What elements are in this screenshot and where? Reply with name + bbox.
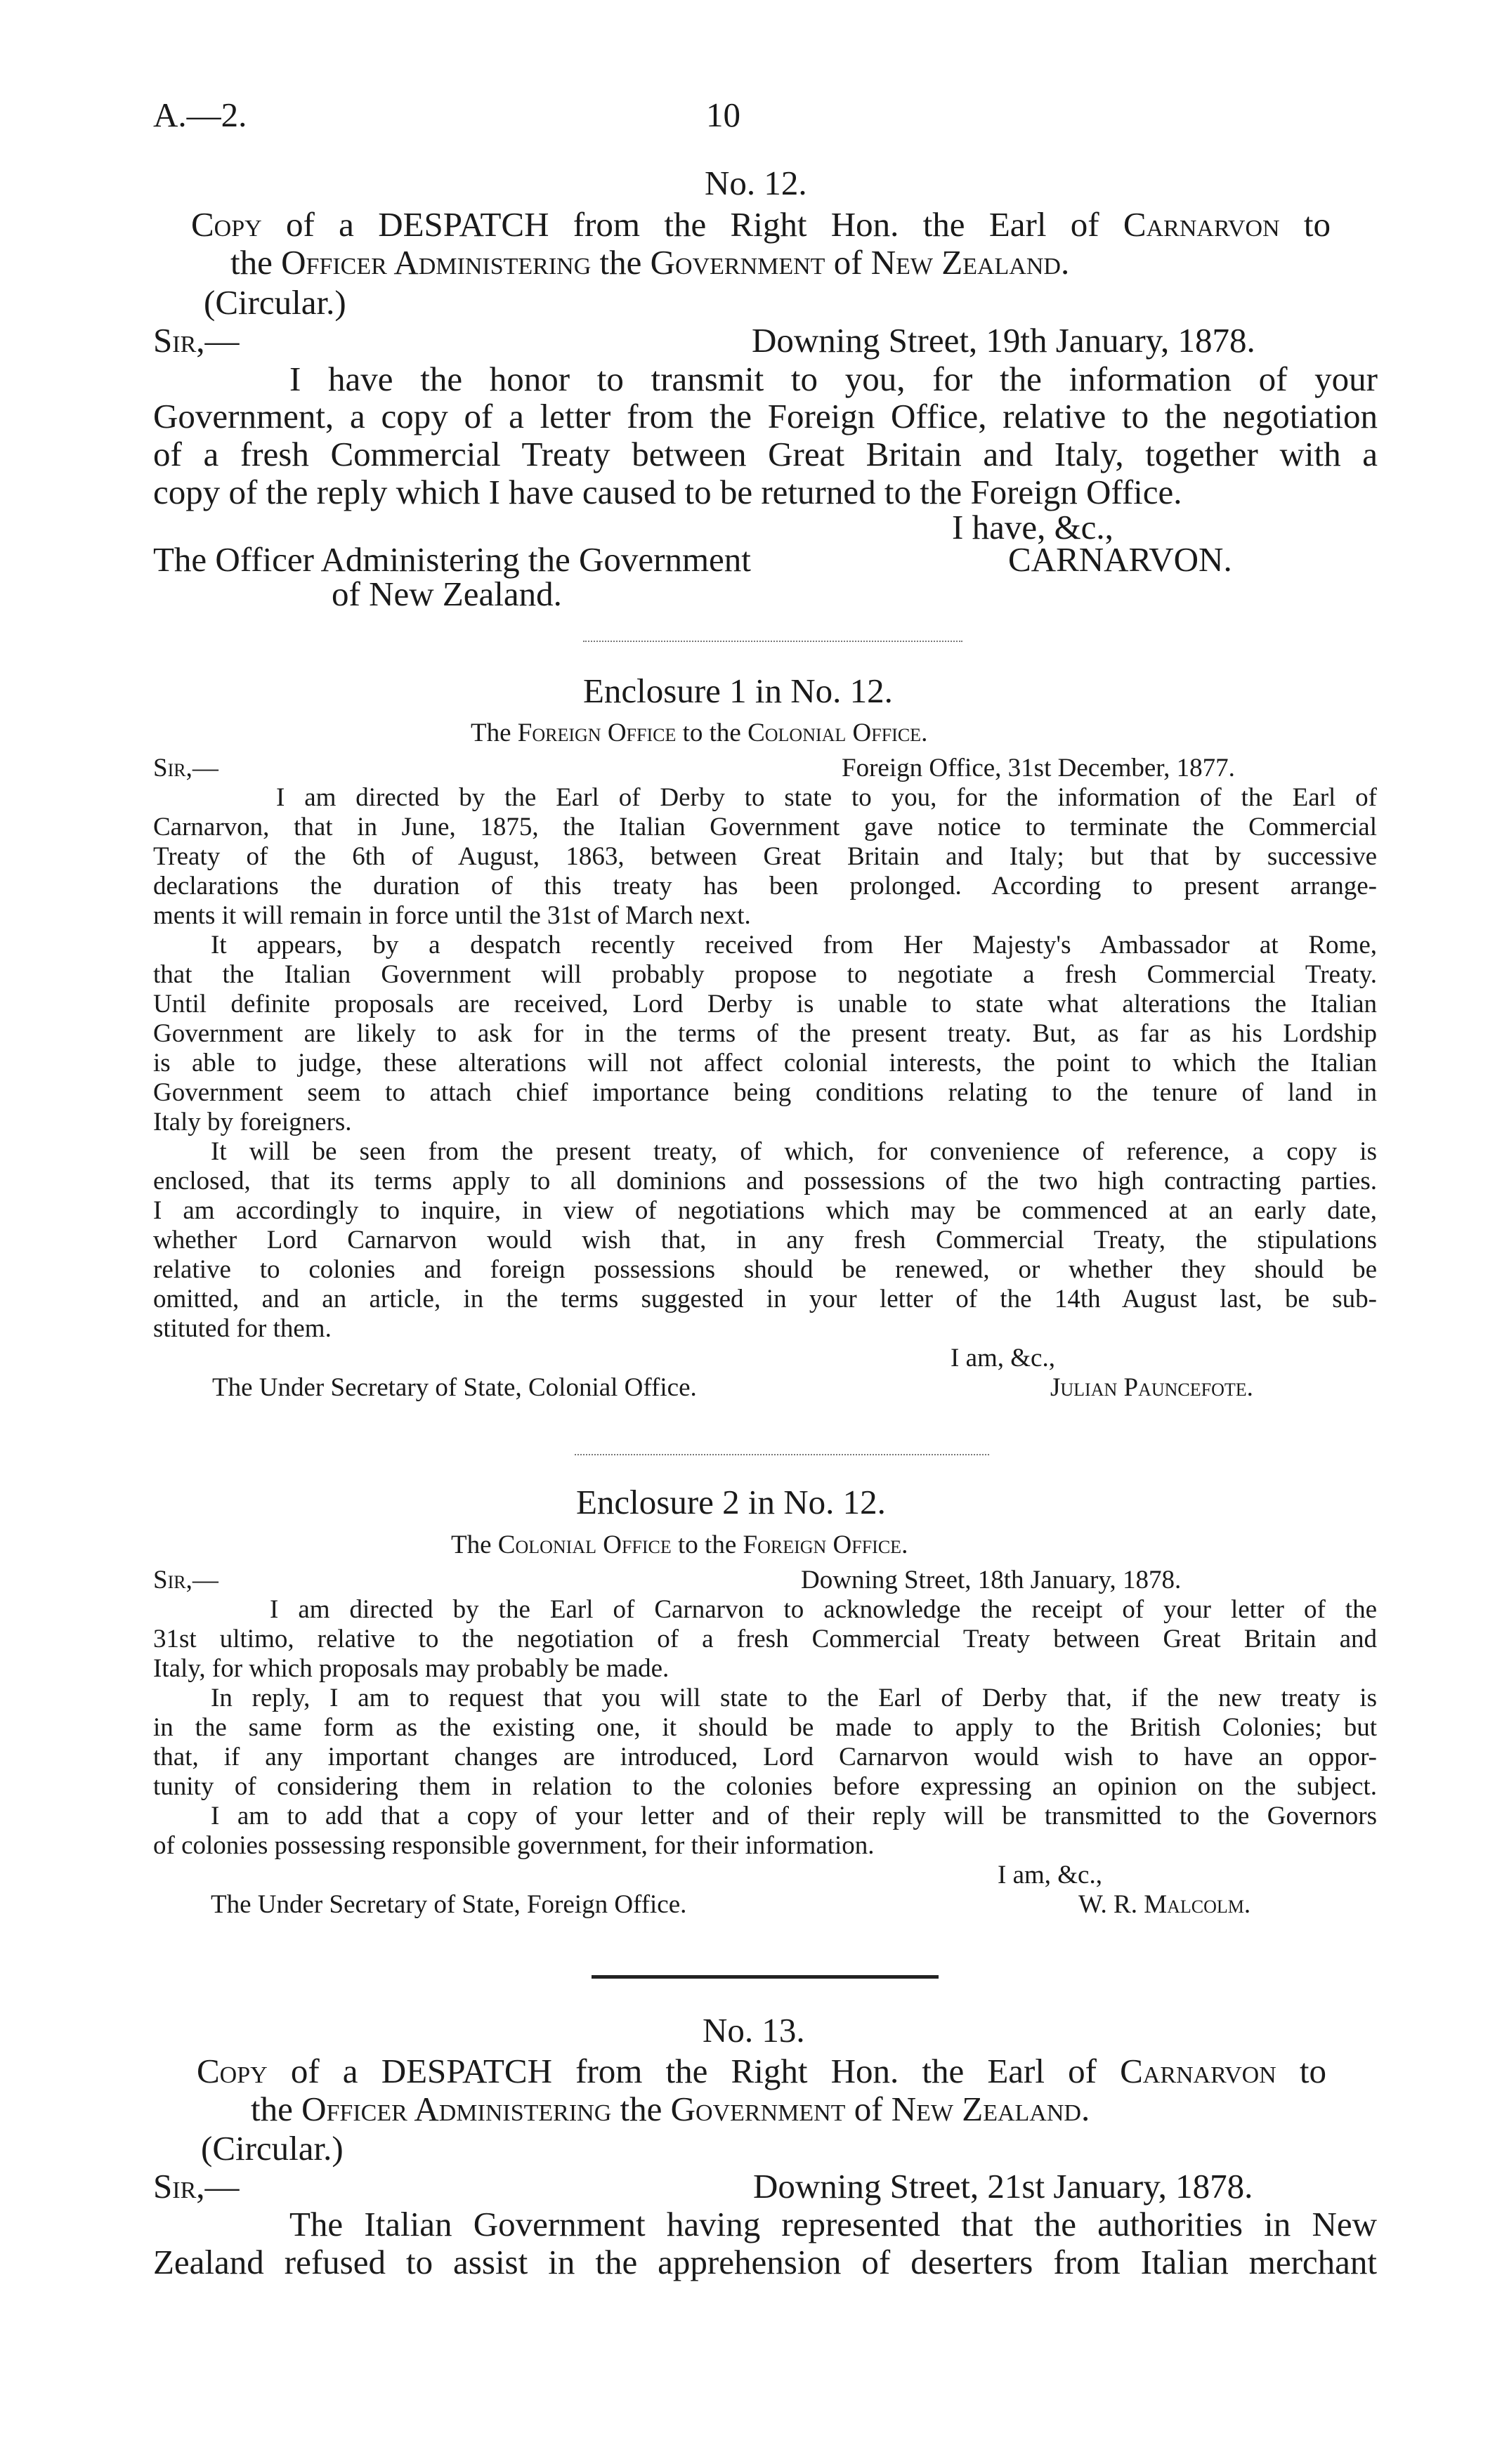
enclosure-1-body-line: It will be seen from the present treaty, of which, for convenience of reference, a copy is	[211, 1137, 1377, 1166]
despatch-12-addressee-line2: of New Zealand.	[332, 575, 562, 613]
despatch-13-body-line: Zealand refused to assist in the apprehension of deserters from Italian merchant	[153, 2243, 1377, 2281]
enclosure-1-heading: Enclosure 1 in No. 12.	[583, 671, 893, 710]
despatch-13-body-line: The Italian Government having represented that the authorities in New	[289, 2205, 1377, 2243]
enclosure-1-body-line: enclosed, that its terms apply to all dominions and possessions of the two high contracting parties.	[153, 1167, 1377, 1195]
enclosure-1-body-line: Government seem to attach chief importance being conditions relating to the tenure of land in	[153, 1078, 1377, 1107]
enclosure-1-body-line: I am accordingly to inquire, in view of negotiations which may be commenced at an early date,	[153, 1196, 1377, 1225]
enclosure-1-body-line: I am directed by the Earl of Derby to state to you, for the information of the Earl of	[276, 783, 1377, 812]
enclosure-2-salutation: Sir,—	[153, 1566, 218, 1594]
enclosure-2-closing: I am, &c.,	[998, 1861, 1102, 1889]
despatch-12-title-line1: Copy of a DESPATCH from the Right Hon. the Earl of Carnarvon to	[191, 205, 1331, 244]
enclosure-1-body-line: Italy by foreigners.	[153, 1108, 352, 1136]
enclosure-1-body-line: Carnarvon, that in June, 1875, the Italian Government gave notice to terminate the Commercial	[153, 813, 1377, 841]
enclosure-2-body-line: 31st ultimo, relative to the negotiation of a fresh Commercial Treaty between Great Britain and	[153, 1625, 1377, 1653]
despatch-12-body-line: Government, a copy of a letter from the Foreign Office, relative to the negotiation	[153, 397, 1378, 435]
enclosure-1-body-line: Government are likely to ask for in the terms of the present treaty. But, as far as his Lordship	[153, 1019, 1377, 1048]
despatch-13-circular: (Circular.)	[201, 2129, 344, 2168]
section-divider	[583, 641, 962, 642]
despatch-13-salutation: Sir,—	[153, 2167, 240, 2206]
section-divider-thick	[592, 1975, 939, 1979]
despatch-13-title-line1: Copy of a DESPATCH from the Right Hon. the Earl of Carnarvon to	[197, 2052, 1326, 2090]
enclosure-2-body-line: tunity of considering them in relation to the colonies before expressing an opinion on the subject.	[153, 1772, 1377, 1801]
enclosure-2-heading: Enclosure 2 in No. 12.	[576, 1483, 886, 1521]
despatch-12-number: No. 12.	[705, 164, 807, 202]
enclosure-1-body-line: It appears, by a despatch recently received from Her Majesty's Ambassador at Rome,	[211, 931, 1377, 959]
despatch-12-body-line: copy of the reply which I have caused to be returned to the Foreign Office.	[153, 473, 1182, 511]
despatch-12-signature: CARNARVON.	[1008, 540, 1232, 579]
enclosure-2-body-line: I am directed by the Earl of Carnarvon to acknowledge the receipt of your letter of the	[270, 1595, 1377, 1624]
enclosure-1-body-line: relative to colonies and foreign possessions should be renewed, or whether they should be	[153, 1255, 1377, 1284]
enclosure-1-body-line: omitted, and an article, in the terms suggested in your letter of the 14th August last, be sub-	[153, 1285, 1377, 1313]
page-number: 10	[706, 96, 740, 134]
despatch-12-title-line2: the Officer Administering the Government of New Zealand.	[230, 243, 1070, 282]
despatch-12-body-line: of a fresh Commercial Treaty between Great Britain and Italy, together with a	[153, 435, 1378, 473]
enclosure-1-salutation: Sir,—	[153, 754, 218, 782]
enclosure-2-dateline: Downing Street, 18th January, 1878.	[801, 1566, 1182, 1594]
enclosure-1-body-line: stituted for them.	[153, 1314, 332, 1343]
enclosure-1-body-line: whether Lord Carnarvon would wish that, in any fresh Commercial Treaty, the stipulations	[153, 1226, 1377, 1254]
enclosure-2-body-line: I am to add that a copy of your letter and of their reply will be transmitted to the Governors	[211, 1802, 1377, 1830]
enclosure-2-body-line: In reply, I am to request that you will state to the Earl of Derby that, if the new treaty is	[211, 1684, 1377, 1712]
enclosure-1-dateline: Foreign Office, 31st December, 1877.	[842, 754, 1235, 782]
enclosure-1-addressee: The Under Secretary of State, Colonial Office.	[212, 1373, 697, 1402]
enclosure-2-subheading: The Colonial Office to the Foreign Office.	[451, 1531, 908, 1559]
despatch-12-circular: (Circular.)	[204, 283, 346, 322]
enclosure-2-body-line: in the same form as the existing one, it should be made to apply to the British Colonies; but	[153, 1713, 1377, 1742]
enclosure-2-body-line: that, if any important changes are introduced, Lord Carnarvon would wish to have an oppor-	[153, 1743, 1377, 1771]
enclosure-1-body-line: Treaty of the 6th of August, 1863, between Great Britain and Italy; but that by successive	[153, 842, 1377, 871]
despatch-12-closing: I have, &c.,	[952, 508, 1114, 546]
enclosure-1-body-line: is able to judge, these alterations will not affect colonial interests, the point to which the Italian	[153, 1049, 1377, 1077]
despatch-13-dateline: Downing Street, 21st January, 1878.	[753, 2167, 1253, 2206]
enclosure-1-signature: Julian Pauncefote.	[1050, 1373, 1253, 1402]
enclosure-1-body-line: declarations the duration of this treaty has been prolonged. According to present arrange-	[153, 872, 1377, 900]
enclosure-1-body-line: Until definite proposals are received, Lord Derby is unable to state what alterations the Italian	[153, 990, 1377, 1018]
enclosure-2-addressee: The Under Secretary of State, Foreign Office.	[211, 1890, 687, 1919]
enclosure-1-body-line: ments it will remain in force until the 31st of March next.	[153, 901, 751, 930]
enclosure-1-closing: I am, &c.,	[951, 1344, 1055, 1372]
despatch-12-dateline: Downing Street, 19th January, 1878.	[752, 321, 1255, 360]
despatch-13-title-line2: the Officer Administering the Government of New Zealand.	[251, 2090, 1090, 2128]
enclosure-2-body-line: of colonies possessing responsible government, for their information.	[153, 1831, 875, 1860]
section-divider	[575, 1454, 989, 1455]
page-reference: A.—2.	[153, 96, 247, 134]
despatch-13-number: No. 13.	[703, 2011, 805, 2050]
despatch-12-body-line: I have the honor to transmit to you, for the information of your	[289, 360, 1378, 398]
enclosure-2-signature: W. R. Malcolm.	[1078, 1890, 1251, 1919]
enclosure-2-body-line: Italy, for which proposals may probably be made.	[153, 1654, 670, 1683]
enclosure-1-subheading: The Foreign Office to the Colonial Office.	[471, 719, 928, 747]
despatch-12-salutation: Sir,—	[153, 321, 240, 360]
enclosure-1-body-line: that the Italian Government will probably propose to negotiate a fresh Commercial Treaty.	[153, 960, 1377, 989]
despatch-12-addressee-line1: The Officer Administering the Government	[153, 540, 751, 579]
